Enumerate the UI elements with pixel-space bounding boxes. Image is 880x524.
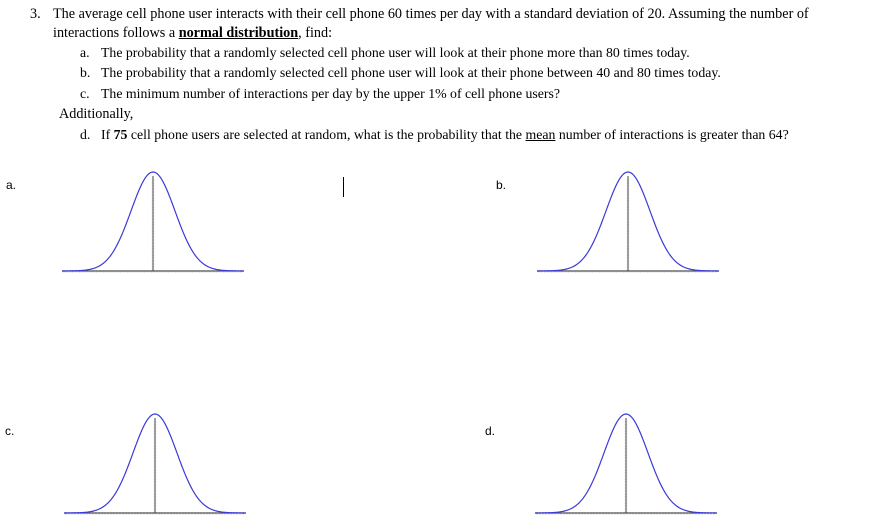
- part-a-text: The probability that a randomly selected cell phone user will look at their phone more than 80 times today.: [101, 45, 690, 60]
- part-d-pre: If: [101, 127, 114, 142]
- problem-intro-line1: The average cell phone user interacts with their cell phone 60 times per day with a standard deviation of 20. Assuming the number of: [53, 6, 809, 22]
- graph-c-label: c.: [5, 424, 15, 438]
- part-b-text: The probability that a randomly selected cell phone user will look at their phone between 40 and 80 times today.: [101, 65, 721, 80]
- problem-number: 3.: [30, 6, 41, 22]
- intro-text-end: , find:: [298, 25, 333, 41]
- problem-intro-line2: [53, 23, 332, 43]
- part-c-text: The minimum number of interactions per day by the upper 1% of cell phone users?: [101, 86, 560, 101]
- normal-curve-graph-b: [535, 166, 721, 276]
- additionally-text: Additionally,: [59, 106, 134, 122]
- sample-size-bold: 75: [113, 127, 128, 142]
- part-a-marker: a.: [80, 45, 90, 60]
- part-d-post: number of interactions is greater than 64?: [555, 127, 789, 142]
- normal-curve-graph-d: [533, 408, 719, 518]
- part-d-mid: cell phone users are selected at random, what is the probability that the: [127, 127, 526, 142]
- part-b-marker: b.: [80, 65, 91, 80]
- text-cursor: [343, 177, 344, 197]
- graph-b-label: b.: [496, 178, 507, 192]
- normal-curve-graph-a: [60, 166, 246, 276]
- intro-text: interactions follows a: [53, 25, 179, 41]
- graph-d-label: d.: [485, 424, 496, 438]
- part-c-marker: c.: [80, 86, 90, 101]
- mean-underlined: mean: [525, 127, 556, 142]
- part-d-marker: d.: [80, 127, 91, 142]
- normal-curve-graph-c: [62, 408, 248, 518]
- part-d-text: [101, 125, 789, 145]
- graph-a-label: a.: [6, 178, 17, 192]
- normal-distribution-emphasis: normal distribution: [178, 25, 299, 41]
